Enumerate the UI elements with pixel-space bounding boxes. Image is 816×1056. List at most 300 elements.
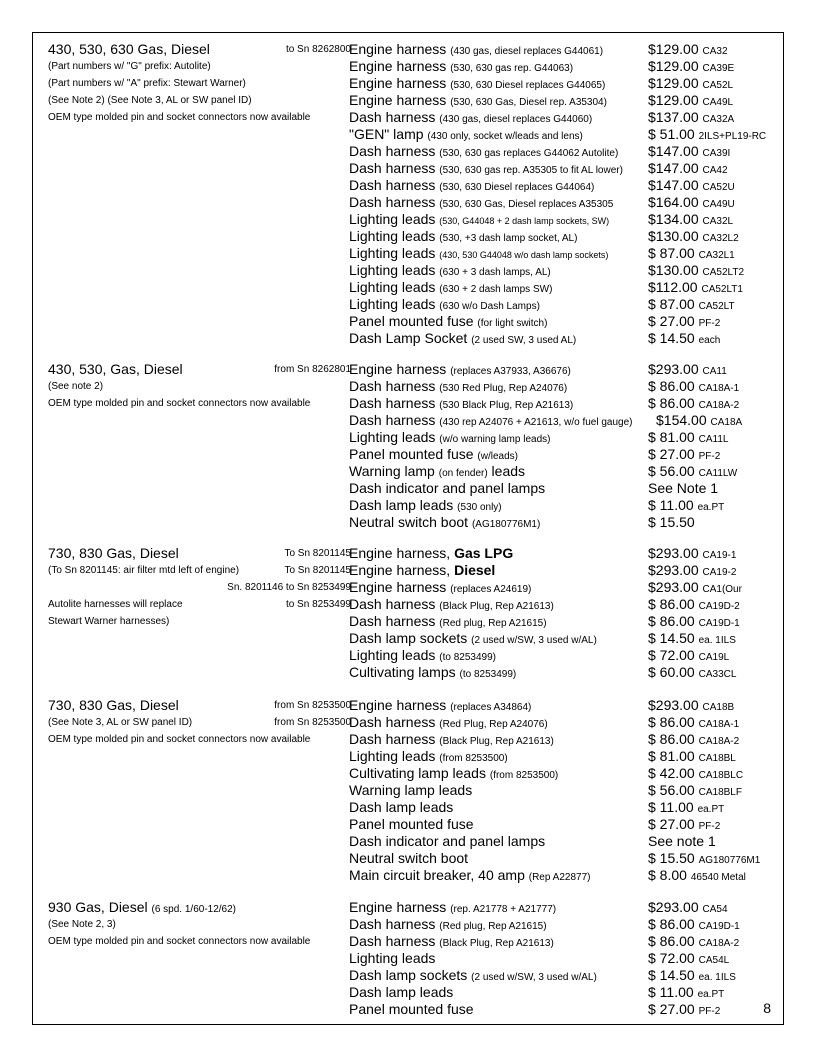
part-code: CA19L — [698, 652, 730, 663]
part-price: $ 56.00 CA18BLF — [648, 782, 742, 798]
section-header — [48, 41, 351, 126]
part-code: PF-2 — [698, 1006, 721, 1017]
part-price: $147.00 CA42 — [648, 160, 728, 176]
list-item — [349, 916, 785, 933]
list-item — [349, 782, 785, 799]
list-item — [349, 950, 785, 967]
part-note: (on fender) — [438, 468, 488, 479]
part-price: $ 11.00 ea.PT — [648, 984, 725, 1000]
part-code: CA42 — [702, 165, 728, 176]
part-description: Lighting leads (630 + 3 dash lamps, AL) — [349, 262, 551, 278]
part-note: (2 used w/SW, 3 used w/AL) — [471, 635, 597, 646]
part-description: Engine harness (replaces A37933, A36676) — [349, 361, 571, 377]
part-price: See Note 1 — [648, 480, 719, 496]
part-price: $147.00 CA39I — [648, 143, 731, 159]
list-item — [349, 245, 785, 262]
part-note: (w/leads) — [477, 451, 518, 462]
list-item — [349, 75, 785, 92]
list-item — [349, 765, 785, 782]
part-price: $ 87.00 CA52LT — [648, 296, 735, 312]
list-item — [349, 177, 785, 194]
list-item — [349, 58, 785, 75]
part-description: Warning lamp (on fender) leads — [349, 463, 526, 479]
part-description: Dash lamp leads (530 only) — [349, 497, 502, 513]
part-description: Panel mounted fuse (for light switch) — [349, 313, 548, 329]
part-code: each — [698, 335, 721, 346]
list-item — [349, 463, 785, 480]
part-price: $ 14.50 ea. 1ILS — [648, 630, 736, 646]
part-note: (530, 630 Diesel replaces G44064) — [439, 182, 595, 193]
list-item — [349, 647, 785, 664]
part-price: $ 27.00 PF-2 — [648, 816, 721, 832]
list-item — [349, 446, 785, 463]
part-note: (Red plug, Rep A21615) — [439, 921, 547, 932]
part-code: CA39E — [702, 63, 735, 74]
serial-range: To Sn 8201145 — [284, 548, 351, 559]
part-price: $ 86.00 CA18A-2 — [648, 731, 740, 747]
part-code: CA18A-2 — [698, 400, 740, 411]
list-item — [349, 92, 785, 109]
part-price: $ 27.00 PF-2 — [648, 446, 721, 462]
part-description: Engine harness (530, 630 Diesel replaces G44065) — [349, 75, 606, 91]
model-note — [48, 562, 351, 579]
list-item — [349, 429, 785, 446]
part-note: (530, 630 Gas, Diesel replaces A35305 — [439, 199, 614, 210]
part-price: $147.00 CA52U — [648, 177, 735, 193]
part-description: Dash lamp sockets (2 used w/SW, 3 used w/AL) — [349, 630, 597, 646]
part-code: ea. 1ILS — [698, 635, 736, 646]
part-price: $154.00 CA18A — [656, 412, 743, 428]
part-note: (replaces A24619) — [450, 584, 532, 595]
part-code: CA54L — [698, 955, 730, 966]
list-item — [349, 262, 785, 279]
part-description: Engine harness (530, 630 Gas, Diesel rep. A35304) — [349, 92, 607, 108]
part-description: Lighting leads (w/o warning lamp leads) — [349, 429, 551, 445]
part-description: Panel mounted fuse — [349, 816, 474, 832]
list-item — [349, 899, 785, 916]
model-title — [48, 41, 351, 58]
part-description: Main circuit breaker, 40 amp (Rep A22877) — [349, 867, 591, 883]
header-text: OEM type molded pin and socket connectors now available — [48, 398, 311, 409]
part-note: (Red Plug, Rep A24076) — [439, 719, 548, 730]
part-price: $293.00 CA19-2 — [648, 562, 737, 578]
model-title — [48, 697, 351, 714]
part-description: Dash Lamp Socket (2 used SW, 3 used AL) — [349, 330, 577, 346]
part-code: CA11 — [702, 366, 727, 377]
part-price: $ 11.00 ea.PT — [648, 497, 725, 513]
part-description: Dash harness (Black Plug, Rep A21613) — [349, 596, 554, 612]
part-code: CA49L — [702, 97, 734, 108]
part-code: CA32A — [702, 114, 735, 125]
part-note: (530, +3 dash lamp socket, AL) — [439, 233, 578, 244]
header-text: (See Note 2) (See Note 3, AL or SW panel ID) — [48, 95, 252, 106]
part-note: (630 + 2 dash lamps SW) — [439, 284, 553, 295]
part-note: (from 8253500) — [489, 770, 559, 781]
model-note — [48, 714, 351, 731]
part-price: $112.00 CA52LT1 — [648, 279, 743, 295]
model-note — [48, 378, 348, 395]
header-text: 430, 530, 630 Gas, Diesel — [48, 41, 210, 57]
part-note: (from 8253500) — [439, 753, 508, 764]
part-note: (530, 630 gas rep. A35305 to fit AL lower) — [439, 165, 623, 176]
model-title — [48, 899, 348, 916]
list-item — [349, 664, 785, 681]
part-description: Dash harness (530 Red Plug, Rep A24076) — [349, 378, 568, 394]
model-title — [48, 545, 351, 562]
part-note: (630 w/o Dash Lamps) — [439, 301, 540, 312]
part-description: Dash lamp leads — [349, 984, 454, 1000]
part-price: $ 86.00 CA18A-2 — [648, 395, 740, 411]
list-item — [349, 109, 785, 126]
part-code: CA49U — [702, 199, 735, 210]
part-price: $ 15.50 AG180776M1 — [648, 850, 761, 866]
part-note: (530 only) — [457, 502, 502, 513]
header-text: OEM type molded pin and socket connectors now available — [48, 112, 311, 123]
list-item — [349, 514, 785, 531]
part-code: CA18A-2 — [698, 938, 740, 949]
part-code: 46540 Metal — [690, 872, 746, 883]
part-price: $293.00 CA18B — [648, 697, 735, 713]
list-item — [349, 545, 785, 562]
part-code: CA18BL — [698, 753, 736, 764]
part-price: $ 87.00 CA32L1 — [648, 245, 735, 261]
part-description: Lighting leads (from 8253500) — [349, 748, 508, 764]
part-code: CA19-2 — [702, 567, 737, 578]
serial-range: from Sn 8253500 — [274, 717, 351, 728]
list-item — [349, 41, 785, 58]
list-item — [349, 194, 785, 211]
section-header — [48, 545, 351, 630]
part-variant: Gas LPG — [454, 545, 514, 561]
header-text: (Part numbers w/ "G" prefix: Autolite) — [48, 61, 211, 72]
model-note — [48, 75, 348, 92]
part-description: Lighting leads (630 + 2 dash lamps SW) — [349, 279, 553, 295]
part-description: Neutral switch boot — [349, 850, 469, 866]
part-note: (2 used w/SW, 3 used w/AL) — [471, 972, 597, 983]
part-note: (Rep A22877) — [528, 872, 591, 883]
list-item — [349, 296, 785, 313]
part-description: Lighting leads (430, 530 G44048 w/o dash lamp sockets) — [349, 245, 609, 261]
part-code: CA18A-1 — [698, 383, 740, 394]
part-note: (Black Plug, Rep A21613) — [439, 601, 554, 612]
part-description: Dash indicator and panel lamps — [349, 833, 546, 849]
section-header — [48, 899, 348, 950]
part-description: Dash harness (530, 630 Diesel replaces G44064) — [349, 177, 595, 193]
header-text: Autolite harnesses will replace — [48, 599, 183, 610]
list-item — [349, 279, 785, 296]
part-note: (430 rep A24076 + A21613, w/o fuel gauge) — [439, 417, 633, 428]
part-price: $137.00 CA32A — [648, 109, 735, 125]
part-description: Engine harness (rep. A21778 + A21777) — [349, 899, 557, 915]
model-note — [48, 731, 348, 748]
part-code: AG180776M1 — [698, 855, 761, 866]
part-description: Engine harness, Diesel — [349, 562, 496, 578]
part-price: $ 86.00 CA18A-1 — [648, 378, 740, 394]
list-item — [349, 833, 785, 850]
model-note — [48, 916, 348, 933]
part-note: (AG180776M1) — [471, 519, 541, 530]
part-description: Panel mounted fuse — [349, 1001, 474, 1017]
part-code: CA19D-1 — [698, 618, 740, 629]
part-description: Dash harness (Red plug, Rep A21615) — [349, 613, 547, 629]
part-description: Panel mounted fuse (w/leads) — [349, 446, 518, 462]
part-description: "GEN" lamp (430 only, socket w/leads and lens) — [349, 126, 583, 142]
header-text: 930 Gas, Diesel (6 spd. 1/60-12/62) — [48, 899, 236, 915]
part-description: Engine harness (530, 630 gas rep. G44063) — [349, 58, 574, 74]
part-description: Lighting leads (530, +3 dash lamp socket, AL) — [349, 228, 578, 244]
list-item — [349, 630, 785, 647]
list-item — [349, 395, 785, 412]
list-item — [349, 228, 785, 245]
part-note: (530, 630 gas replaces G44062 Autolite) — [439, 148, 619, 159]
part-note: (430, 530 G44048 w/o dash lamp sockets) — [439, 250, 609, 260]
part-note: (530, 630 Diesel replaces G44065) — [450, 80, 606, 91]
part-code: CA18A-2 — [698, 736, 740, 747]
parts-list — [349, 545, 785, 681]
serial-range: from Sn 8262801 — [274, 364, 351, 375]
header-text: (Part numbers w/ "A" prefix: Stewart Warner) — [48, 78, 246, 89]
model-note — [48, 395, 348, 412]
part-note: (to 8253499) — [459, 669, 517, 680]
part-description: Engine harness, Gas LPG — [349, 545, 514, 561]
list-item — [349, 160, 785, 177]
part-price: $ 56.00 CA11LW — [648, 463, 738, 479]
part-code: CA52L — [702, 80, 734, 91]
part-description: Dash harness (530, 630 Gas, Diesel replaces A35305 — [349, 194, 614, 210]
list-item — [349, 714, 785, 731]
list-item — [349, 816, 785, 833]
part-code: CA32L1 — [698, 250, 735, 261]
part-price: $ 14.50 each — [648, 330, 721, 346]
list-item — [349, 361, 785, 378]
part-price: $293.00 CA11 — [648, 361, 727, 377]
part-price: $293.00 CA1(Our — [648, 579, 742, 595]
list-item — [349, 697, 785, 714]
part-note: (w/o warning lamp leads) — [439, 434, 551, 445]
header-text: OEM type molded pin and socket connectors now available — [48, 936, 311, 947]
part-price: $ 42.00 CA18BLC — [648, 765, 744, 781]
part-description: Lighting leads (to 8253499) — [349, 647, 497, 663]
part-description: Warning lamp leads — [349, 782, 473, 798]
model-note — [48, 92, 348, 109]
parts-list — [349, 899, 785, 1018]
part-code: CA52LT1 — [701, 284, 743, 295]
list-item — [349, 984, 785, 1001]
part-price: $ 14.50 ea. 1ILS — [648, 967, 736, 983]
parts-list — [349, 41, 785, 347]
list-item — [349, 330, 785, 347]
part-description: Cultivating lamp leads (from 8253500) — [349, 765, 559, 781]
serial-range: to Sn 8262800 — [285, 44, 351, 55]
part-note: (Red plug, Rep A21615) — [439, 618, 547, 629]
part-price: $164.00 CA49U — [648, 194, 735, 210]
part-description: Dash harness (Black Plug, Rep A21613) — [349, 933, 554, 949]
list-item — [349, 850, 785, 867]
part-description: Neutral switch boot (AG180776M1) — [349, 514, 541, 530]
part-code: ea.PT — [697, 804, 725, 815]
list-item — [349, 867, 785, 884]
list-item — [349, 799, 785, 816]
list-item — [349, 378, 785, 395]
part-note: (replaces A34864) — [450, 702, 532, 713]
part-price: $ 86.00 CA19D-2 — [648, 596, 740, 612]
serial-range: To Sn 8201145 — [284, 565, 351, 576]
part-code: CA32L2 — [702, 233, 739, 244]
part-description: Lighting leads — [349, 950, 436, 966]
part-note: (2 used SW, 3 used AL) — [471, 335, 577, 346]
part-code: CA52LT — [698, 301, 735, 312]
part-description: Lighting leads (530, G44048 + 2 dash lamp sockets, SW) — [349, 211, 610, 227]
part-note: (530 Black Plug, Rep A21613) — [439, 400, 574, 411]
part-code: CA11L — [698, 434, 729, 445]
list-item — [349, 579, 785, 596]
part-price: $ 72.00 CA19L — [648, 647, 730, 663]
part-variant: Diesel — [454, 562, 496, 578]
part-code: PF-2 — [698, 318, 721, 329]
list-item — [349, 748, 785, 765]
part-price: $293.00 CA19-1 — [648, 545, 737, 561]
part-code: PF-2 — [698, 821, 721, 832]
part-description: Engine harness (replaces A34864) — [349, 697, 532, 713]
header-text: 730, 830 Gas, Diesel — [48, 697, 179, 713]
part-code: CA52U — [702, 182, 735, 193]
list-item — [349, 143, 785, 160]
part-code: CA32 — [702, 46, 728, 57]
part-description: Dash harness (530, 630 gas rep. A35305 to fit AL lower) — [349, 160, 623, 176]
header-text: Stewart Warner harnesses) — [48, 616, 170, 627]
part-note: (430 gas, diesel replaces G44060) — [439, 114, 593, 125]
part-note: (430 only, socket w/leads and lens) — [427, 131, 583, 142]
part-description: Dash harness (430 gas, diesel replaces G44060) — [349, 109, 593, 125]
part-code: 2ILS+PL19-RC — [698, 131, 767, 142]
model-note — [48, 933, 348, 950]
part-price: $293.00 CA54 — [648, 899, 728, 915]
part-code: CA52LT2 — [702, 267, 745, 278]
part-price: $129.00 CA32 — [648, 41, 728, 57]
part-price: $ 72.00 CA54L — [648, 950, 730, 966]
part-note: (530, G44048 + 2 dash lamp sockets, SW) — [439, 216, 610, 226]
list-item — [349, 613, 785, 630]
part-note: (Black Plug, Rep A21613) — [439, 938, 554, 949]
part-code: CA33CL — [698, 669, 737, 680]
part-code: CA18A-1 — [698, 719, 740, 730]
model-title — [48, 361, 351, 378]
part-code: ea.PT — [697, 989, 725, 1000]
part-note: (to 8253499) — [439, 652, 497, 663]
model-note — [48, 109, 348, 126]
header-text: (To Sn 8201145: air filter mtd left of engine) — [48, 565, 240, 576]
parts-list — [349, 361, 785, 531]
list-item — [349, 313, 785, 330]
part-price: $ 86.00 CA19D-1 — [648, 613, 740, 629]
part-code: ea. 1ILS — [698, 972, 736, 983]
part-code: CA19D-2 — [698, 601, 740, 612]
part-price: $130.00 CA52LT2 — [648, 262, 745, 278]
page-frame — [32, 32, 784, 1025]
part-description: Dash lamp sockets (2 used w/SW, 3 used w/AL) — [349, 967, 597, 983]
part-code: CA18B — [702, 702, 735, 713]
part-description: Dash lamp leads — [349, 799, 454, 815]
list-item — [349, 412, 785, 429]
part-description: Dash harness (Red Plug, Rep A24076) — [349, 714, 548, 730]
section-header — [48, 361, 351, 412]
part-code: CA1(Our — [702, 584, 742, 595]
list-item — [349, 497, 785, 514]
list-item — [349, 211, 785, 228]
list-item — [349, 126, 785, 143]
part-price: $134.00 CA32L — [648, 211, 734, 227]
part-price: $129.00 CA39E — [648, 58, 735, 74]
production-range: (6 spd. 1/60-12/62) — [151, 904, 236, 915]
header-text: (See note 2) — [48, 381, 104, 392]
part-description: Engine harness (430 gas, diesel replaces G44061) — [349, 41, 604, 57]
parts-list — [349, 697, 785, 884]
part-code: CA18BLF — [698, 787, 742, 798]
model-note — [48, 613, 348, 630]
page-number: 8 — [763, 1000, 771, 1016]
part-code: CA19D-1 — [698, 921, 740, 932]
header-text: 430, 530, Gas, Diesel — [48, 361, 183, 377]
part-note: (Black Plug, Rep A21613) — [439, 736, 554, 747]
part-description: Engine harness (replaces A24619) — [349, 579, 532, 595]
part-note: (530, 630 gas rep. G44063) — [450, 63, 574, 74]
part-description: Dash harness (530 Black Plug, Rep A21613) — [349, 395, 574, 411]
part-code: PF-2 — [698, 451, 721, 462]
part-price: $ 11.00 ea.PT — [648, 799, 725, 815]
part-note: (rep. A21778 + A21777) — [450, 904, 557, 915]
part-note: (530 Red Plug, Rep A24076) — [439, 383, 568, 394]
list-item — [349, 562, 785, 579]
serial-range: to Sn 8253499 — [285, 599, 351, 610]
part-price: $ 86.00 CA19D-1 — [648, 916, 740, 932]
part-price: $ 86.00 CA18A-1 — [648, 714, 740, 730]
part-code: CA18BLC — [698, 770, 744, 781]
part-description: Dash harness (530, 630 gas replaces G44062 Autolite) — [349, 143, 619, 159]
part-code: CA54 — [702, 904, 728, 915]
part-note: (for light switch) — [477, 318, 548, 329]
part-note: (530, 630 Gas, Diesel rep. A35304) — [450, 97, 607, 108]
part-description: Dash harness (430 rep A24076 + A21613, w/o fuel gauge) — [349, 412, 633, 428]
part-description: Dash harness (Black Plug, Rep A21613) — [349, 731, 554, 747]
serial-range: Sn. 8201146 to Sn 8253499 — [227, 582, 351, 593]
part-price: $129.00 CA49L — [648, 92, 734, 108]
part-price: $129.00 CA52L — [648, 75, 734, 91]
part-code: CA19-1 — [702, 550, 737, 561]
part-price: $ 51.00 2ILS+PL19-RC — [648, 126, 767, 142]
part-price: $ 81.00 CA11L — [648, 429, 729, 445]
model-note — [48, 596, 351, 613]
part-price: See note 1 — [648, 833, 716, 849]
part-code: CA11LW — [698, 468, 738, 479]
part-description: Lighting leads (630 w/o Dash Lamps) — [349, 296, 540, 312]
serial-range: from Sn 8253500 — [274, 700, 351, 711]
part-price: $ 15.50 — [648, 514, 695, 530]
part-price: $ 27.00 PF-2 — [648, 313, 721, 329]
list-item — [349, 933, 785, 950]
model-note — [48, 58, 348, 75]
part-description: Dash indicator and panel lamps — [349, 480, 546, 496]
part-code: CA18A — [710, 417, 743, 428]
list-item — [349, 731, 785, 748]
header-text: (See Note 3, AL or SW panel ID) — [48, 717, 193, 728]
part-price: $ 8.00 46540 Metal — [648, 867, 746, 883]
section-header — [48, 697, 351, 748]
list-item — [349, 480, 785, 497]
part-code: CA39I — [702, 148, 731, 159]
header-text: (See Note 2, 3) — [48, 919, 116, 930]
header-text: OEM type molded pin and socket connectors now available — [48, 734, 311, 745]
part-code: CA32L — [702, 216, 734, 227]
